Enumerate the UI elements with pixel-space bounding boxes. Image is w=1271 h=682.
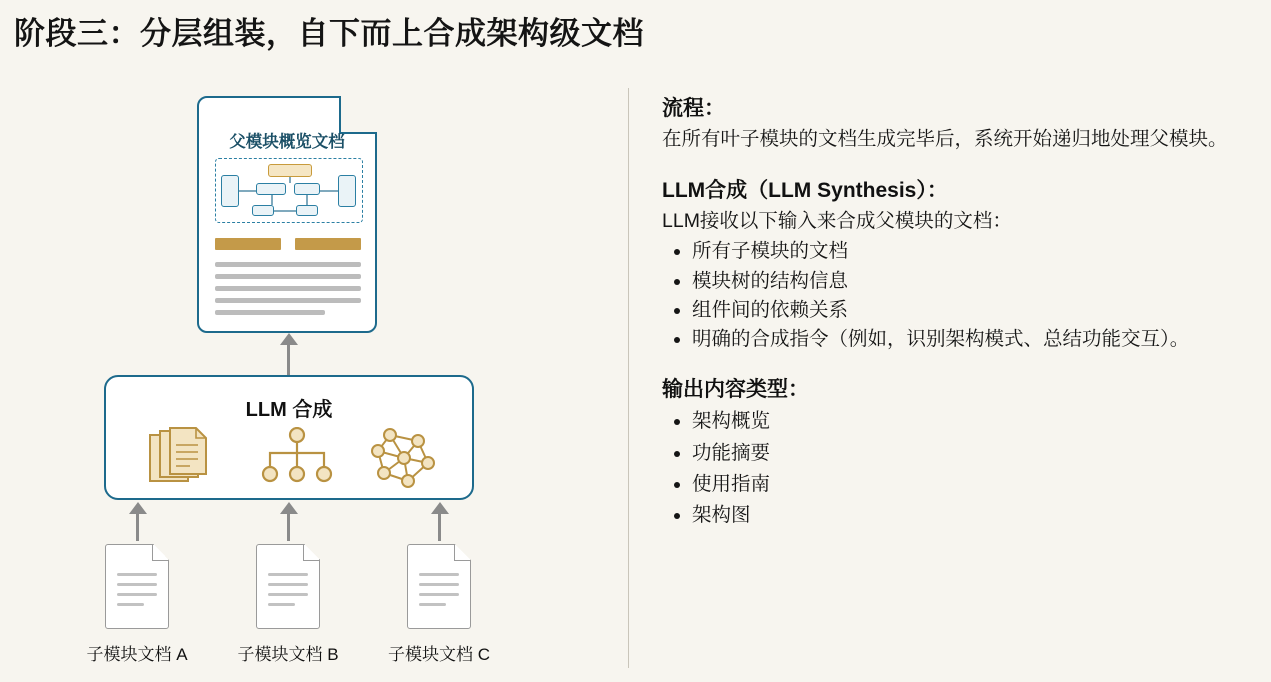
architecture-diagram bbox=[60, 86, 620, 676]
explanation-column bbox=[662, 92, 1262, 550]
list-item: • 模块树的结构信息 bbox=[692, 267, 1262, 295]
llm-synthesis-box bbox=[104, 375, 474, 500]
section-output-types bbox=[662, 373, 1262, 529]
list-item: • 所有子模块的文档 bbox=[692, 237, 1262, 265]
output-type-list bbox=[662, 407, 1262, 529]
child-document-c bbox=[407, 544, 471, 629]
page-fold-corner-icon bbox=[454, 544, 471, 561]
list-item: • 功能摘要 bbox=[692, 439, 1262, 467]
list-item: • 明确的合成指令（例如，识别架构模式、总结功能交互）。 bbox=[692, 325, 1262, 353]
section-llm-synthesis bbox=[662, 174, 1262, 354]
list-item: • 架构概览 bbox=[692, 407, 1262, 435]
parent-module-document-label: 父模块概览文档 bbox=[229, 133, 345, 151]
synthesis-body: LLM接收以下输入来合成父模块的文档： bbox=[662, 209, 1012, 232]
child-document-c-label: 子模块文档 C bbox=[388, 645, 490, 664]
process-heading: 流程： bbox=[662, 97, 725, 120]
synthesis-input-list bbox=[662, 237, 1262, 353]
arrow-head-icon bbox=[280, 502, 298, 514]
list-item: • 组件间的依赖关系 bbox=[692, 296, 1262, 324]
arrow-llm-to-parent bbox=[287, 344, 290, 376]
arrow-head-icon bbox=[280, 333, 298, 345]
child-document-a bbox=[105, 544, 169, 629]
page-fold-corner-icon bbox=[152, 544, 169, 561]
dependency-graph-icon bbox=[368, 425, 440, 491]
mini-architecture-diagram-icon bbox=[215, 158, 363, 223]
module-tree-icon bbox=[258, 427, 336, 489]
column-divider bbox=[628, 88, 629, 668]
child-document-b-label: 子模块文档 B bbox=[237, 645, 339, 664]
llm-synthesis-label: LLM 合成 bbox=[245, 399, 333, 421]
process-body: 在所有叶子模块的文档生成完毕后，系统开始递归地处理父模块。 bbox=[662, 128, 1228, 150]
output-heading: 输出内容类型： bbox=[662, 378, 809, 402]
synthesis-heading: LLM合成（LLM Synthesis）： bbox=[662, 178, 948, 202]
arrow-child-b-to-llm bbox=[287, 513, 290, 541]
child-document-b bbox=[256, 544, 320, 629]
arrow-head-icon bbox=[431, 502, 449, 514]
list-item: • 架构图 bbox=[692, 501, 1262, 529]
documents-stack-icon bbox=[146, 427, 218, 489]
child-document-a-label: 子模块文档 A bbox=[86, 645, 188, 664]
list-item: • 使用指南 bbox=[692, 470, 1262, 498]
page-fold-corner-icon bbox=[303, 544, 320, 561]
arrow-child-a-to-llm bbox=[136, 513, 139, 541]
parent-module-document-card bbox=[197, 96, 377, 333]
section-process bbox=[662, 92, 1262, 154]
section-header-bar bbox=[215, 238, 281, 250]
page-title: 阶段三：分层组装，自下而上合成架构级文档 bbox=[14, 16, 644, 51]
arrow-head-icon bbox=[129, 502, 147, 514]
section-header-bar bbox=[295, 238, 361, 250]
arrow-child-c-to-llm bbox=[438, 513, 441, 541]
